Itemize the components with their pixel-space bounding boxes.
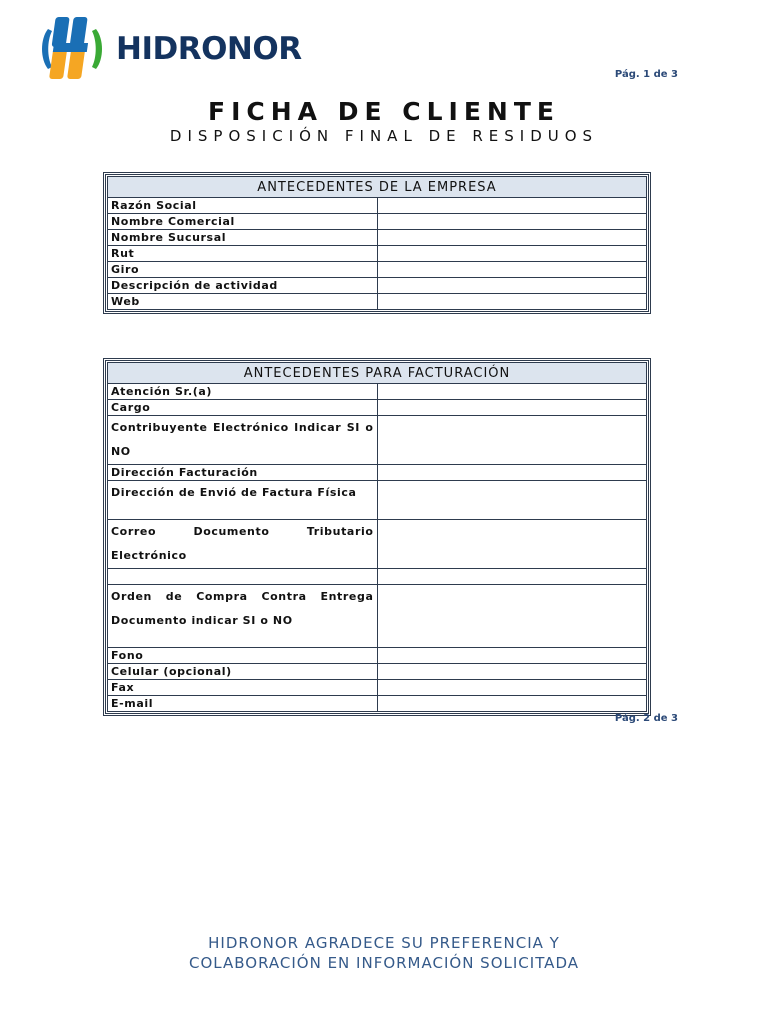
- atencion-field[interactable]: [377, 384, 647, 400]
- field-label: Correo Documento Tributario Electrónico: [108, 520, 378, 569]
- field-label: Orden de Compra Contra Entrega Documento indicar SI o NO: [108, 585, 378, 648]
- fono-field[interactable]: [377, 648, 647, 664]
- field-label: Fono: [108, 648, 378, 664]
- field-label: Web: [108, 294, 378, 310]
- hidronor-logo-icon: [38, 15, 110, 83]
- field-label: Celular (opcional): [108, 664, 378, 680]
- cargo-field[interactable]: [377, 400, 647, 416]
- company-form: [103, 172, 651, 314]
- email-field[interactable]: [377, 696, 647, 712]
- footer-line-1: HIDRONOR AGRADECE SU PREFERENCIA Y: [208, 934, 560, 952]
- fax-field[interactable]: [377, 680, 647, 696]
- contribuyente-electronico-field[interactable]: [377, 416, 647, 465]
- brand-name: HIDRONOR: [116, 31, 302, 67]
- field-label: Nombre Sucursal: [108, 230, 378, 246]
- field-label: Razón Social: [108, 198, 378, 214]
- field-label: Dirección Facturación: [108, 465, 378, 481]
- field-label: Contribuyente Electrónico Indicar SI o NO: [108, 416, 378, 465]
- field-label: E-mail: [108, 696, 378, 712]
- rut-field[interactable]: [377, 246, 647, 262]
- descripcion-actividad-field[interactable]: [377, 278, 647, 294]
- giro-field[interactable]: [377, 262, 647, 278]
- page-number-top: Pág. 1 de 3: [614, 69, 678, 80]
- company-section-header: ANTECEDENTES DE LA EMPRESA: [108, 177, 647, 198]
- field-label: Cargo: [108, 400, 378, 416]
- field-label: Rut: [108, 246, 378, 262]
- billing-form: [103, 358, 651, 716]
- billing-section-header: ANTECEDENTES PARA FACTURACIÓN: [108, 363, 647, 384]
- direccion-envio-factura-field[interactable]: [377, 481, 647, 520]
- blank-row-label: [108, 569, 378, 585]
- document-title: FICHA DE CLIENTE: [208, 97, 560, 126]
- celular-field[interactable]: [377, 664, 647, 680]
- footer-message: [0, 933, 768, 973]
- field-label: Descripción de actividad: [108, 278, 378, 294]
- nombre-sucursal-field[interactable]: [377, 230, 647, 246]
- document-subtitle: DISPOSICIÓN FINAL DE RESIDUOS: [169, 127, 599, 145]
- page-number-mid: Pág. 2 de 3: [614, 713, 678, 724]
- field-label: Fax: [108, 680, 378, 696]
- orden-compra-field[interactable]: [377, 585, 647, 648]
- field-label: Giro: [108, 262, 378, 278]
- footer-line-2: COLABORACIÓN EN INFORMACIÓN SOLICITADA: [189, 954, 579, 972]
- web-field[interactable]: [377, 294, 647, 310]
- field-label: Nombre Comercial: [108, 214, 378, 230]
- field-label: Atención Sr.(a): [108, 384, 378, 400]
- direccion-facturacion-field[interactable]: [377, 465, 647, 481]
- nombre-comercial-field[interactable]: [377, 214, 647, 230]
- correo-dte-field[interactable]: [377, 520, 647, 569]
- razon-social-field[interactable]: [377, 198, 647, 214]
- field-label: Dirección de Envió de Factura Física: [108, 481, 378, 520]
- blank-row-field[interactable]: [377, 569, 647, 585]
- hidronor-logo: [38, 15, 308, 83]
